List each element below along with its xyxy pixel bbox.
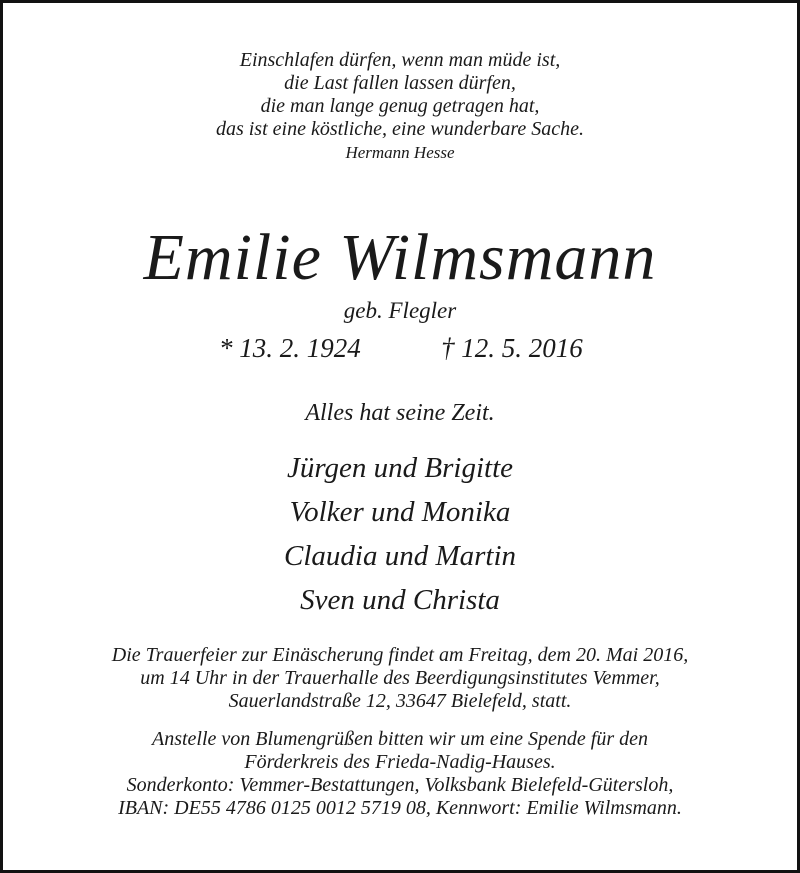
poem-line: die Last fallen lassen dürfen, <box>284 72 516 94</box>
ceremony-notice <box>0 644 800 713</box>
family-member: Sven und Christa <box>300 584 500 616</box>
poem-author: Hermann Hesse <box>345 143 455 162</box>
donation-line: Förderkreis des Frieda-Nadig-Hauses. <box>244 751 556 773</box>
birth-date: * 13. 2. 1924 <box>219 333 361 363</box>
poem-line: Einschlafen dürfen, wenn man müde ist, <box>239 49 561 71</box>
death-date: † 12. 5. 2016 <box>441 333 583 363</box>
deceased-name: Emilie Wilmsmann <box>143 221 657 294</box>
poem-line: das ist eine köstliche, eine wunderbare Sache. <box>215 118 585 140</box>
motto: Alles hat seine Zeit. <box>305 400 495 426</box>
ceremony-line: Sauerlandstraße 12, 33647 Bielefeld, statt. <box>228 690 572 712</box>
poem-line: die man lange genug getragen hat, <box>260 95 540 117</box>
family-member: Claudia und Martin <box>283 540 516 572</box>
ceremony-line: Die Trauerfeier zur Einäscherung findet am Freitag, dem 20. Mai 2016, <box>111 644 689 666</box>
donation-line: Anstelle von Blumengrüßen bitten wir um eine Spende für den <box>151 728 648 750</box>
poem-quote <box>0 49 800 165</box>
family-member: Jürgen und Brigitte <box>286 452 514 484</box>
birth-name: geb. Flegler <box>343 298 457 323</box>
donation-notice <box>0 728 800 820</box>
family-list <box>0 446 800 622</box>
donation-line: Sonderkonto: Vemmer-Bestattungen, Volksbank Bielefeld-Gütersloh, <box>126 774 674 796</box>
donation-line: IBAN: DE55 4786 0125 0012 5719 08, Kennwort: Emilie Wilmsmann. <box>118 797 682 819</box>
ceremony-line: um 14 Uhr in der Trauerhalle des Beerdigungsinstitutes Vemmer, <box>140 667 660 689</box>
family-member: Volker und Monika <box>289 496 511 528</box>
